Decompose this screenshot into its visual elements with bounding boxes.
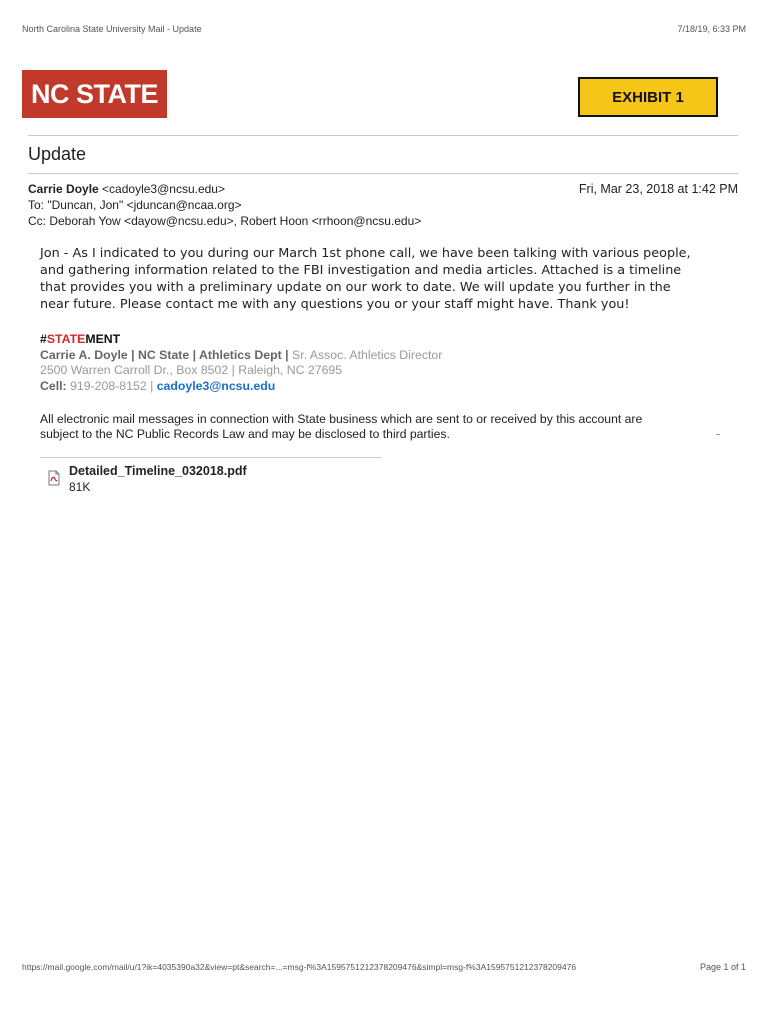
signature-contact: Cell: 919-208-8152 | cadoyle3@ncsu.edu xyxy=(40,379,276,393)
body-line: that provides you with a preliminary update on our work to date. We will update you further in the xyxy=(40,280,671,295)
email-subject: Update xyxy=(28,144,87,164)
body-line: and gathering information related to the FBI investigation and media articles. Attached is a timeline xyxy=(40,263,682,278)
sender-line xyxy=(28,182,225,196)
pdf-icon[interactable] xyxy=(46,470,62,486)
body-line: Jon - As I indicated to you during our March 1st phone call, we have been talking with various people, xyxy=(40,246,691,261)
signature-name: Carrie A. Doyle | NC State | Athletics Dept | Sr. Assoc. Athletics Director xyxy=(40,348,443,362)
divider xyxy=(28,135,738,136)
scan-speck xyxy=(716,434,720,435)
signature-email-link[interactable]: cadoyle3@ncsu.edu xyxy=(156,379,276,393)
cc-line: Cc: Deborah Yow <dayow@ncsu.edu>, Robert Hoon <rrhoon@ncsu.edu> xyxy=(28,214,422,228)
disclaimer: All electronic mail messages in connection with State business which are sent to or received by this account are subject to the NC Public Records Law and may be disclosed to third parties. xyxy=(40,412,643,441)
print-footer-page: Page 1 of 1 xyxy=(699,962,746,972)
body-line: near future. Please contact me with any questions you or your staff might have. Thank you! xyxy=(40,297,630,312)
sender-name: Carrie Doyle xyxy=(28,182,99,196)
email-body xyxy=(40,245,740,313)
signature-hashtag: #STATEMENT xyxy=(40,332,121,346)
attachment-filename[interactable]: Detailed_Timeline_032018.pdf xyxy=(69,464,247,478)
print-header-title: North Carolina State University Mail - Update xyxy=(22,24,202,34)
print-header-timestamp: 7/18/19, 6:33 PM xyxy=(677,24,746,34)
signature-address: 2500 Warren Carroll Dr., Box 8502 | Raleigh, NC 27695 xyxy=(40,363,343,377)
nc-state-logo xyxy=(22,70,167,118)
to-line: To: "Duncan, Jon" <jduncan@ncaa.org> xyxy=(28,198,242,212)
print-footer-url: https://mail.google.com/mail/u/1?ik=4035390a32&view=pt&search=...=msg-f%3A1595751212378209476&simpl=msg-f%3A1595751212378209476 xyxy=(22,962,577,972)
sender-address[interactable]: <cadoyle3@ncsu.edu> xyxy=(102,182,225,196)
exhibit-stamp: EXHIBIT 1 xyxy=(578,77,718,117)
logo-text: NC STATE xyxy=(31,78,158,109)
divider xyxy=(28,173,738,174)
attachment-divider xyxy=(40,457,382,458)
attachment-size: 81K xyxy=(69,480,91,494)
email-date: Fri, Mar 23, 2018 at 1:42 PM xyxy=(578,182,738,196)
